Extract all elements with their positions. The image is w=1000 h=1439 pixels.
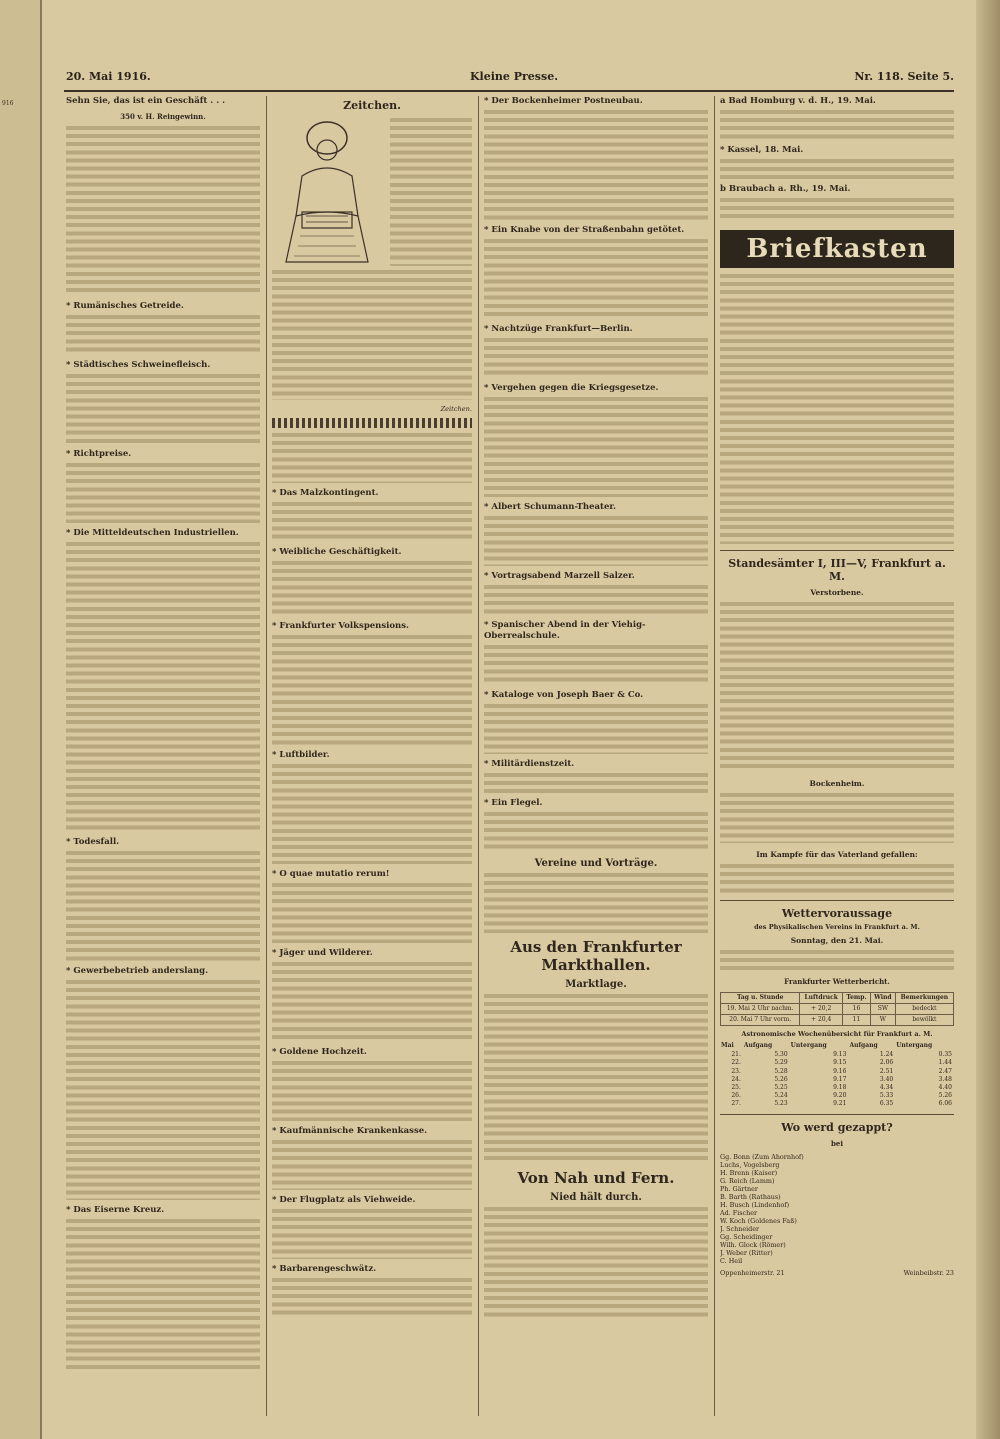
- table-cell: 6.06: [938, 1099, 952, 1107]
- table-cell: 5.33: [879, 1091, 894, 1099]
- table-cell: 16: [842, 1004, 870, 1015]
- table-header: Temp.: [842, 993, 870, 1004]
- article-headline: * Kassel, 18. Mai.: [720, 145, 804, 155]
- address-entry: C. Heil: [720, 1257, 743, 1266]
- article-body: [272, 433, 472, 483]
- article-body: [66, 126, 260, 296]
- letters-body: [720, 274, 954, 544]
- article-headline: * O quae mutatio rerum!: [272, 869, 390, 880]
- table-title: Astronomische Wochenübersicht für Frankfurt a. M.: [741, 1030, 933, 1039]
- table-cell: 5.23: [774, 1099, 788, 1107]
- address-entry: W. Koch (Goldenes Faß): [720, 1217, 797, 1226]
- table-cell: 4.34: [879, 1083, 894, 1091]
- column-2: [272, 96, 472, 1426]
- article-headline: * Ein Flegel.: [484, 798, 543, 808]
- article-body: [66, 315, 260, 355]
- table-cell: 4.40: [938, 1083, 952, 1091]
- article-headline: * Frankfurter Volkspensions.: [272, 621, 409, 632]
- section-heading: Im Kampfe für das Vaterland gefallen:: [756, 850, 918, 859]
- footer-row: [720, 1269, 954, 1277]
- article-body: [484, 110, 708, 220]
- section-heading: Nied hält durch.: [550, 1192, 642, 1203]
- table-cell: W: [870, 1015, 895, 1026]
- table-cell: 27.: [731, 1099, 741, 1107]
- article-body: [484, 873, 708, 933]
- table-cell: 24.: [731, 1075, 741, 1083]
- table-cell: 9.20: [833, 1091, 847, 1099]
- section-heading: Bockenheim.: [809, 779, 865, 788]
- table-cell: 3.40: [879, 1075, 894, 1083]
- article-headline: * Die Mitteldeutschen Industriellen.: [66, 528, 239, 538]
- section-title: Aus den Frankfurter Markthallen.: [510, 938, 682, 974]
- article-body: [272, 962, 472, 1042]
- article-headline: * Der Bockenheimer Postneubau.: [484, 96, 643, 106]
- table-row: [720, 1100, 954, 1108]
- table-cell: 3.48: [938, 1075, 952, 1083]
- footer-left: Oppenheimerstr. 21: [720, 1269, 785, 1278]
- article-body: [484, 704, 708, 754]
- table-cell: 2.51: [879, 1067, 894, 1075]
- address-entry: G. Reich (Lamm): [720, 1177, 775, 1186]
- article-headline: Zeitchen.: [343, 99, 401, 112]
- column-separator: [266, 96, 267, 1416]
- article-headline: * Städtisches Schweinefleisch.: [66, 360, 211, 370]
- page-stack-edge: [976, 0, 1000, 1439]
- article-headline: a Bad Homburg v. d. H., 19. Mai.: [720, 96, 876, 106]
- table-cell: 9.17: [833, 1075, 847, 1083]
- article-body: [484, 773, 708, 793]
- table-cell: 26.: [731, 1091, 741, 1099]
- decorative-divider: [272, 418, 472, 428]
- table-header: Untergang: [790, 1042, 827, 1050]
- table-cell: + 20,4: [800, 1015, 843, 1026]
- previous-page-number: 916: [2, 100, 14, 107]
- table-header: Wind: [870, 993, 895, 1004]
- column-1: [66, 96, 260, 1426]
- address-entry: J. Weber (Ritter): [720, 1249, 773, 1258]
- article-body: [484, 338, 708, 378]
- table-cell: 23.: [731, 1067, 741, 1075]
- table-cell: 9.16: [833, 1067, 847, 1075]
- article-subheadline: 350 v. H. Reingewinn.: [120, 112, 206, 121]
- page-header: [66, 70, 954, 88]
- article-body: [272, 764, 472, 864]
- registry-body: [720, 864, 954, 894]
- article-headline: * Der Flugplatz als Viehweide.: [272, 1195, 416, 1206]
- article-body: [66, 542, 260, 832]
- table-cell: SW: [870, 1004, 895, 1015]
- column-4: [720, 96, 954, 1426]
- table-cell: + 20,2: [800, 1004, 843, 1015]
- astronomy-table: [720, 1041, 954, 1108]
- table-row: [720, 1051, 954, 1059]
- article-headline: * Jäger und Wilderer.: [272, 948, 373, 959]
- article-body: [66, 980, 260, 1200]
- registry-body: [720, 602, 954, 772]
- article-body: [484, 812, 708, 852]
- article-body: [272, 635, 472, 745]
- section-heading: Marktlage.: [565, 979, 627, 990]
- table-cell: 5.28: [774, 1067, 788, 1075]
- table-cell: 21.: [731, 1051, 741, 1059]
- briefkasten-banner: Briefkasten: [720, 230, 954, 268]
- table-header: Bemerkungen: [895, 993, 953, 1004]
- article-headline: * Richtpreise.: [66, 449, 132, 459]
- table-row: [720, 1076, 954, 1084]
- table-cell: 9.21: [833, 1099, 847, 1107]
- article-headline: * Nachtzüge Frankfurt—Berlin.: [484, 324, 633, 334]
- article-body: [720, 159, 954, 179]
- article-body: [272, 561, 472, 616]
- article-body: [66, 851, 260, 961]
- article-body: [272, 1209, 472, 1259]
- address-entry: H. Brenn (Kaiser): [720, 1169, 778, 1178]
- table-cell: 20. Mai 7 Uhr vorm.: [721, 1015, 800, 1026]
- article-body: [484, 397, 708, 497]
- table-cell: 9.13: [833, 1051, 847, 1059]
- article-body: [484, 516, 708, 566]
- address-entry: H. Busch (Lindenhof): [720, 1201, 790, 1210]
- address-entry: Luchs, Vogelsberg: [720, 1161, 780, 1170]
- address-entry: Gg. Bonn (Zum Ahornhof): [720, 1153, 804, 1162]
- table-cell: 2.47: [938, 1067, 952, 1075]
- article-headline: * Kaufmännische Krankenkasse.: [272, 1126, 428, 1137]
- article-headline: * Rumänisches Getreide.: [66, 301, 184, 311]
- weather-table: [720, 992, 954, 1026]
- section-title: Wo werd gezappt?: [781, 1121, 893, 1135]
- table-cell: 1.24: [879, 1051, 894, 1059]
- article-headline: * Goldene Hochzeit.: [272, 1047, 367, 1058]
- previous-page-edge: [0, 0, 42, 1439]
- article-headline: * Vortragsabend Marzell Salzer.: [484, 571, 635, 581]
- article-body: [272, 883, 472, 943]
- section-title: Von Nah und Fern.: [517, 1169, 675, 1187]
- registry-body: [720, 793, 954, 843]
- table-cell: 19. Mai 2 Uhr nachm.: [721, 1004, 800, 1015]
- table-title: Frankfurter Wetterbericht.: [784, 977, 890, 986]
- column-3: [484, 96, 708, 1426]
- table-cell: bewölkt: [895, 1015, 953, 1026]
- table-row: [720, 1084, 954, 1092]
- table-header: Tag u. Stunde: [721, 993, 800, 1004]
- table-cell: bedeckt: [895, 1004, 953, 1015]
- table-header: Aufgang: [743, 1042, 773, 1050]
- table-row: [720, 1068, 954, 1076]
- article-body: [484, 994, 708, 1164]
- column-separator: [714, 96, 715, 1416]
- article-body: [720, 110, 954, 140]
- address-entry: B. Barth (Rathaus): [720, 1193, 781, 1202]
- article-headline: * Luftbilder.: [272, 750, 330, 761]
- article-headline: * Das Malzkontingent.: [272, 488, 379, 499]
- forecast-body: [720, 950, 954, 970]
- footer-right: Weinbeibstr. 23: [903, 1269, 954, 1278]
- table-header: Aufgang: [849, 1042, 878, 1050]
- article-headline: * Vergehen gegen die Kriegsgesetze.: [484, 383, 659, 393]
- table-cell: 11: [842, 1015, 870, 1026]
- table-row: [721, 1004, 954, 1015]
- article-headline: Sehn Sie, das ist ein Geschäft . . .: [66, 96, 226, 106]
- header-paper-name: Kleine Presse.: [470, 70, 559, 83]
- article-headline: * Kataloge von Joseph Baer & Co.: [484, 690, 644, 700]
- section-title: Standesämter I, III—V, Frankfurt a. M.: [728, 557, 946, 583]
- article-body: [720, 198, 954, 222]
- header-rule: [64, 90, 954, 92]
- section-subtitle: des Physikalischen Vereins in Frankfurt a. M.: [754, 923, 920, 931]
- article-body: [484, 585, 708, 615]
- section-title: Wettervoraussage: [781, 907, 893, 920]
- table-cell: 6.35: [879, 1099, 894, 1107]
- table-cell: 2.06: [879, 1059, 894, 1067]
- table-row: [720, 1059, 954, 1067]
- article-body: [484, 239, 708, 319]
- article-headline: * Militärdienstzeit.: [484, 759, 575, 769]
- section-heading: Verstorbene.: [810, 588, 864, 597]
- table-cell: 5.26: [938, 1091, 952, 1099]
- article-headline: b Braubach a. Rh., 19. Mai.: [720, 184, 851, 194]
- article-body: [272, 270, 472, 400]
- section-divider: [720, 900, 954, 901]
- header-date: 20. Mai 1916.: [66, 70, 151, 83]
- poem-text: [390, 118, 472, 266]
- article-body: [484, 1207, 708, 1317]
- address-list: [720, 1153, 954, 1265]
- table-header: Mai: [721, 1042, 734, 1050]
- article-headline: * Das Eiserne Kreuz.: [66, 1205, 165, 1215]
- address-entry: Ad. Fischer: [720, 1209, 758, 1218]
- woman-illustration: [272, 116, 472, 266]
- table-cell: 5.24: [774, 1091, 788, 1099]
- article-headline: * Todesfall.: [66, 837, 120, 847]
- table-cell: 25.: [731, 1083, 741, 1091]
- address-entry: Gg. Scheidinger: [720, 1233, 773, 1242]
- article-body: [66, 463, 260, 523]
- article-body: [272, 502, 472, 542]
- article-body: [484, 645, 708, 685]
- section-divider: [720, 1114, 954, 1115]
- article-body: [272, 1278, 472, 1318]
- address-entry: J. Schneider: [720, 1225, 760, 1234]
- article-headline: * Albert Schumann-Theater.: [484, 502, 617, 512]
- table-cell: 9.15: [833, 1059, 847, 1067]
- section-subtitle: bei: [830, 1139, 843, 1149]
- article-headline: * Gewerbebetrieb anderslang.: [66, 966, 209, 976]
- table-cell: 0.35: [938, 1051, 952, 1059]
- article-body: [66, 374, 260, 444]
- article-headline: * Barbarengeschwätz.: [272, 1264, 377, 1275]
- article-body: [272, 1061, 472, 1121]
- header-issue: Nr. 118. Seite 5.: [854, 70, 954, 83]
- table-cell: 5.29: [774, 1059, 788, 1067]
- section-divider: [720, 550, 954, 551]
- table-cell: 5.30: [774, 1051, 788, 1059]
- address-entry: Ph. Gärtner: [720, 1185, 758, 1194]
- article-headline: * Weibliche Geschäftigkeit.: [272, 547, 402, 558]
- table-header: Luftdruck: [800, 993, 843, 1004]
- address-entry: Wilh. Glock (Römer): [720, 1241, 786, 1250]
- table-cell: 22.: [731, 1059, 741, 1067]
- table-cell: 1.44: [938, 1059, 952, 1067]
- woman-with-basket-drawing: [272, 116, 382, 266]
- article-body: [66, 1219, 260, 1369]
- section-subtitle: Sonntag, den 21. Mai.: [790, 936, 884, 945]
- column-separator: [478, 96, 479, 1416]
- article-body: [272, 1140, 472, 1190]
- table-cell: 5.25: [774, 1083, 788, 1091]
- article-headline: * Spanischer Abend in der Viehig-Oberrealschule.: [484, 620, 646, 641]
- table-row: [721, 1015, 954, 1026]
- table-row: [720, 1092, 954, 1100]
- article-signature: Zeitchen.: [440, 405, 472, 413]
- table-header: Untergang: [896, 1042, 933, 1050]
- section-heading: Vereine und Vorträge.: [534, 858, 658, 869]
- table-cell: 9.18: [833, 1083, 847, 1091]
- table-cell: 5.26: [774, 1075, 788, 1083]
- article-headline: * Ein Knabe von der Straßenbahn getötet.: [484, 225, 685, 235]
